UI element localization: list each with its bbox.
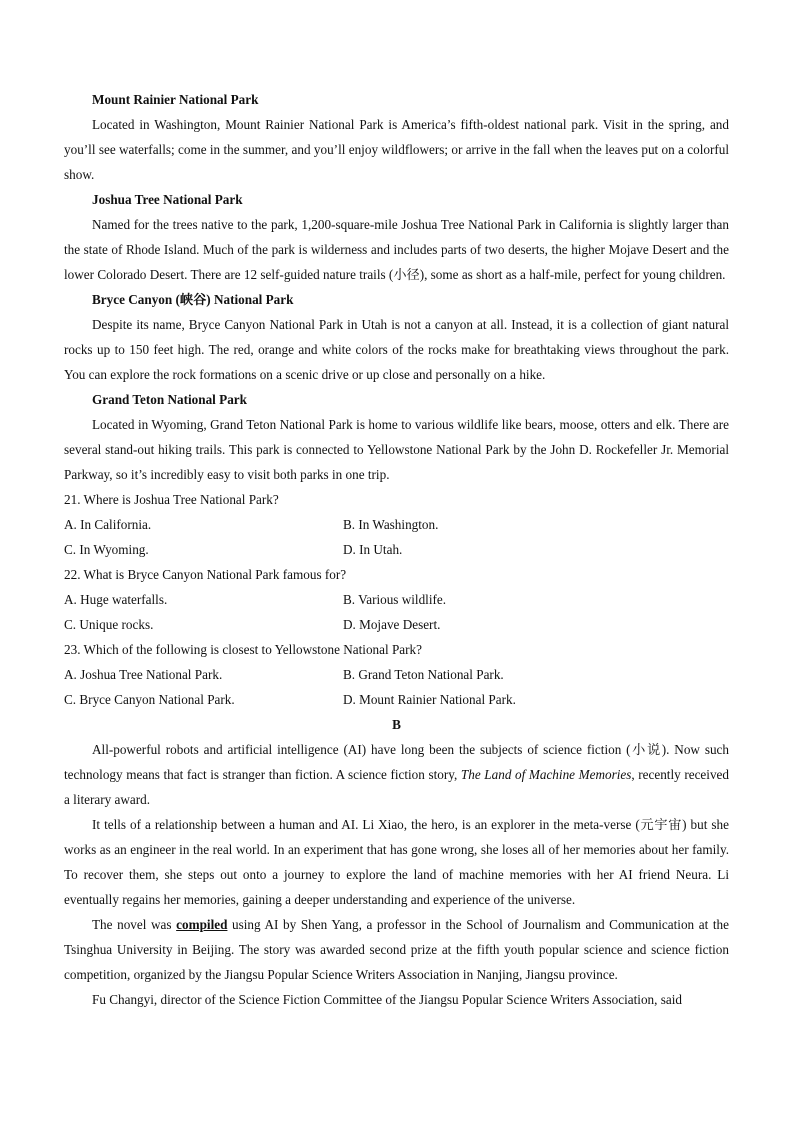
question-23: 23. Which of the following is closest to Yellowstone National Park? [64,642,422,657]
text: using AI by Shen Yang, a professor in the School of Journalism and Communication at the Tsinghua University in Beijing. The story was awarded second prize at the fifth youth popular science and science fiction competition, organized by the Jiangsu Popular Science Writers Association in Nanjing, Jiangsu province. [64,917,729,982]
question-23-options [64,662,729,712]
underlined-word: compiled [176,917,228,932]
section-body-teton: Located in Wyoming, Grand Teton National Park is home to various wildlife like bears, moose, otters and elk. There are several stand-out hiking trails. This park is connected to Yellowstone National Park by the John D. Rockefeller Jr. Memorial Parkway, so it’s incredibly easy to visit both parks in one trip. [64,417,729,482]
text: The novel was [92,917,177,932]
section-title-joshua: Joshua Tree National Park [92,192,243,207]
question-22: 22. What is Bryce Canyon National Park famous for? [64,567,347,582]
option: A. Huge waterfalls. [64,592,168,607]
part-b-paragraph-4: Fu Changyi, director of the Science Fiction Committee of the Jiangsu Popular Science Writers Association, said [92,992,682,1007]
option: D. In Utah. [343,542,403,557]
section-title-teton: Grand Teton National Park [92,392,247,407]
document-page [64,87,729,1012]
question-22-options [64,587,729,637]
section-body-bryce: Despite its name, Bryce Canyon National Park in Utah is not a canyon at all. Instead, it is a collection of giant natural rocks up to 150 feet high. The red, orange and white colors of the rocks make for breathtaking views throughout the park. You can explore the rock formations on a scenic drive or up close and personally on a hike. [64,317,729,382]
option: D. Mojave Desert. [343,617,441,632]
option: C. Unique rocks. [64,617,154,632]
section-title-bryce: Bryce Canyon (峡谷) National Park [92,292,294,307]
text: , recently received a literary award. [64,767,729,807]
section-body-joshua: Named for the trees native to the park, 1,200-square-mile Joshua Tree National Park in California is slightly larger than the state of Rhode Island. Much of the park is wilderness and includes parts of two deserts, the higher Mojave Desert and the lower Colorado Desert. There are 12 self-guided nature trails (小径), some as short as a half-mile, perfect for young children. [64,217,729,282]
story-title: The Land of Machine Memories [460,767,632,782]
option: B. Various wildlife. [343,592,447,607]
part-b-paragraph-1 [64,737,729,812]
option: A. Joshua Tree National Park. [64,667,223,682]
text: All-powerful robots and artificial intelligence (AI) have long been the subjects of science fiction (小说). Now such technology means that fact is stranger than fiction. A science fiction story, [64,742,729,782]
part-b-heading: B [392,717,401,732]
part-b-paragraph-2: It tells of a relationship between a human and AI. Li Xiao, the hero, is an explorer in the meta-verse (元宇宙) but she works as an engineer in the real world. In an experiment that has gone wrong, she loses all of her memories about her family. To recover them, she steps out onto a journey to explore the land of machine memories with her AI friend Neura. Li eventually regains her memories, gaining a deeper understanding and experience of the universe. [64,817,729,907]
option: A. In California. [64,517,152,532]
option: C. Bryce Canyon National Park. [64,692,235,707]
question-21: 21. Where is Joshua Tree National Park? [64,492,279,507]
option: D. Mount Rainier National Park. [343,692,516,707]
question-21-options [64,512,729,562]
part-b-paragraph-3 [64,912,729,987]
section-body-rainier: Located in Washington, Mount Rainier National Park is America’s fifth-oldest national park. Visit in the spring, and you’ll see waterfalls; come in the summer, and you’ll enjoy wildflowers; or arrive in the fall when the leaves put on a colorful show. [64,117,729,182]
option: B. Grand Teton National Park. [343,667,504,682]
option: B. In Washington. [343,517,439,532]
option: C. In Wyoming. [64,542,149,557]
section-title-rainier: Mount Rainier National Park [92,92,259,107]
